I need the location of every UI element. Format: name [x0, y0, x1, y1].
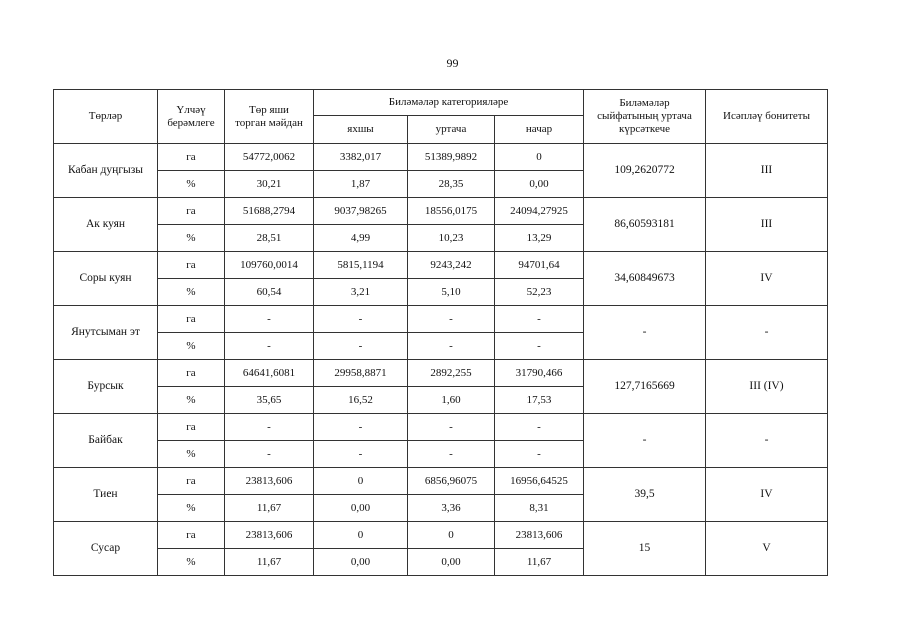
table-row	[54, 414, 828, 441]
area-cell: 35,65	[225, 387, 314, 414]
good-cell: 3382,017	[314, 144, 408, 171]
good-cell: 9037,98265	[314, 198, 408, 225]
poor-cell: 8,31	[495, 495, 584, 522]
good-cell: 16,52	[314, 387, 408, 414]
page-number: 99	[446, 56, 459, 70]
unit-cell: %	[158, 441, 225, 468]
unit-cell: %	[158, 387, 225, 414]
medium-cell: -	[408, 414, 495, 441]
average-quality-cell: 39,5	[584, 468, 706, 522]
medium-cell: 1,60	[408, 387, 495, 414]
good-cell: -	[314, 306, 408, 333]
species-name: Соры куян	[54, 252, 158, 306]
area-cell: 23813,606	[225, 522, 314, 549]
medium-cell: 18556,0175	[408, 198, 495, 225]
header-bonitet: Исәпләү бонитеты	[706, 90, 828, 144]
medium-cell: 0,00	[408, 549, 495, 576]
area-cell: 54772,0062	[225, 144, 314, 171]
good-cell: 29958,8871	[314, 360, 408, 387]
poor-cell: -	[495, 441, 584, 468]
header-habitat-area: Төр яши торган мәйдан	[225, 90, 314, 144]
table-row	[54, 360, 828, 387]
area-cell: 30,21	[225, 171, 314, 198]
average-quality-cell: -	[584, 414, 706, 468]
bonitet-cell: III	[706, 144, 828, 198]
unit-cell: %	[158, 279, 225, 306]
table-row	[54, 468, 828, 495]
bonitet-cell: IV	[706, 468, 828, 522]
medium-cell: -	[408, 441, 495, 468]
table-row	[54, 144, 828, 171]
poor-cell: 0,00	[495, 171, 584, 198]
good-cell: -	[314, 333, 408, 360]
good-cell: 3,21	[314, 279, 408, 306]
average-quality-cell: 34,60849673	[584, 252, 706, 306]
good-cell: -	[314, 441, 408, 468]
bonitet-cell: IV	[706, 252, 828, 306]
header-unit: Үлчәү берәмлеге	[158, 90, 225, 144]
medium-cell: 2892,255	[408, 360, 495, 387]
species-name: Кабан дуңгызы	[54, 144, 158, 198]
unit-cell: га	[158, 306, 225, 333]
area-cell: -	[225, 414, 314, 441]
unit-cell: га	[158, 360, 225, 387]
area-cell: 23813,606	[225, 468, 314, 495]
header-good: яхшы	[314, 116, 408, 144]
poor-cell: 16956,64525	[495, 468, 584, 495]
header-land-categories: Биләмәләр категорияләре	[314, 90, 584, 116]
poor-cell: 0	[495, 144, 584, 171]
area-cell: 64641,6081	[225, 360, 314, 387]
average-quality-cell: -	[584, 306, 706, 360]
header-species: Төрләр	[54, 90, 158, 144]
unit-cell: га	[158, 414, 225, 441]
medium-cell: 10,23	[408, 225, 495, 252]
species-name: Бурсык	[54, 360, 158, 414]
medium-cell: -	[408, 306, 495, 333]
poor-cell: 17,53	[495, 387, 584, 414]
poor-cell: 94701,64	[495, 252, 584, 279]
bonitet-cell: -	[706, 306, 828, 360]
species-name: Байбак	[54, 414, 158, 468]
table-row	[54, 252, 828, 279]
poor-cell: 11,67	[495, 549, 584, 576]
bonitet-cell: -	[706, 414, 828, 468]
unit-cell: %	[158, 495, 225, 522]
medium-cell: 28,35	[408, 171, 495, 198]
area-cell: 109760,0014	[225, 252, 314, 279]
bonitet-cell: III	[706, 198, 828, 252]
species-name: Сусар	[54, 522, 158, 576]
unit-cell: %	[158, 171, 225, 198]
area-cell: 11,67	[225, 549, 314, 576]
area-cell: -	[225, 441, 314, 468]
header-poor: начар	[495, 116, 584, 144]
good-cell: 0,00	[314, 495, 408, 522]
good-cell: 0	[314, 468, 408, 495]
good-cell: 5815,1194	[314, 252, 408, 279]
medium-cell: 0	[408, 522, 495, 549]
species-name: Ак куян	[54, 198, 158, 252]
unit-cell: га	[158, 468, 225, 495]
table-row	[54, 306, 828, 333]
area-cell: 51688,2794	[225, 198, 314, 225]
species-habitat-table	[53, 89, 828, 576]
average-quality-cell: 86,60593181	[584, 198, 706, 252]
medium-cell: 5,10	[408, 279, 495, 306]
poor-cell: 24094,27925	[495, 198, 584, 225]
medium-cell: 6856,96075	[408, 468, 495, 495]
bonitet-cell: III (IV)	[706, 360, 828, 414]
poor-cell: 52,23	[495, 279, 584, 306]
unit-cell: %	[158, 549, 225, 576]
species-name: Янутсыман эт	[54, 306, 158, 360]
good-cell: 4,99	[314, 225, 408, 252]
unit-cell: %	[158, 225, 225, 252]
good-cell: 0,00	[314, 549, 408, 576]
unit-cell: га	[158, 522, 225, 549]
unit-cell: %	[158, 333, 225, 360]
medium-cell: -	[408, 333, 495, 360]
medium-cell: 3,36	[408, 495, 495, 522]
area-cell: 11,67	[225, 495, 314, 522]
bonitet-cell: V	[706, 522, 828, 576]
unit-cell: га	[158, 198, 225, 225]
medium-cell: 9243,242	[408, 252, 495, 279]
average-quality-cell: 109,2620772	[584, 144, 706, 198]
good-cell: 0	[314, 522, 408, 549]
header-medium: уртача	[408, 116, 495, 144]
area-cell: 60,54	[225, 279, 314, 306]
average-quality-cell: 127,7165669	[584, 360, 706, 414]
poor-cell: -	[495, 333, 584, 360]
poor-cell: 13,29	[495, 225, 584, 252]
good-cell: 1,87	[314, 171, 408, 198]
area-cell: -	[225, 306, 314, 333]
unit-cell: га	[158, 144, 225, 171]
average-quality-cell: 15	[584, 522, 706, 576]
area-cell: -	[225, 333, 314, 360]
poor-cell: 31790,466	[495, 360, 584, 387]
good-cell: -	[314, 414, 408, 441]
area-cell: 28,51	[225, 225, 314, 252]
species-name: Тиен	[54, 468, 158, 522]
poor-cell: 23813,606	[495, 522, 584, 549]
poor-cell: -	[495, 414, 584, 441]
table-row	[54, 522, 828, 549]
medium-cell: 51389,9892	[408, 144, 495, 171]
unit-cell: га	[158, 252, 225, 279]
header-average-quality: Биләмәләр сыйфатының уртача күрсәткече	[584, 90, 706, 144]
table-row	[54, 198, 828, 225]
poor-cell: -	[495, 306, 584, 333]
